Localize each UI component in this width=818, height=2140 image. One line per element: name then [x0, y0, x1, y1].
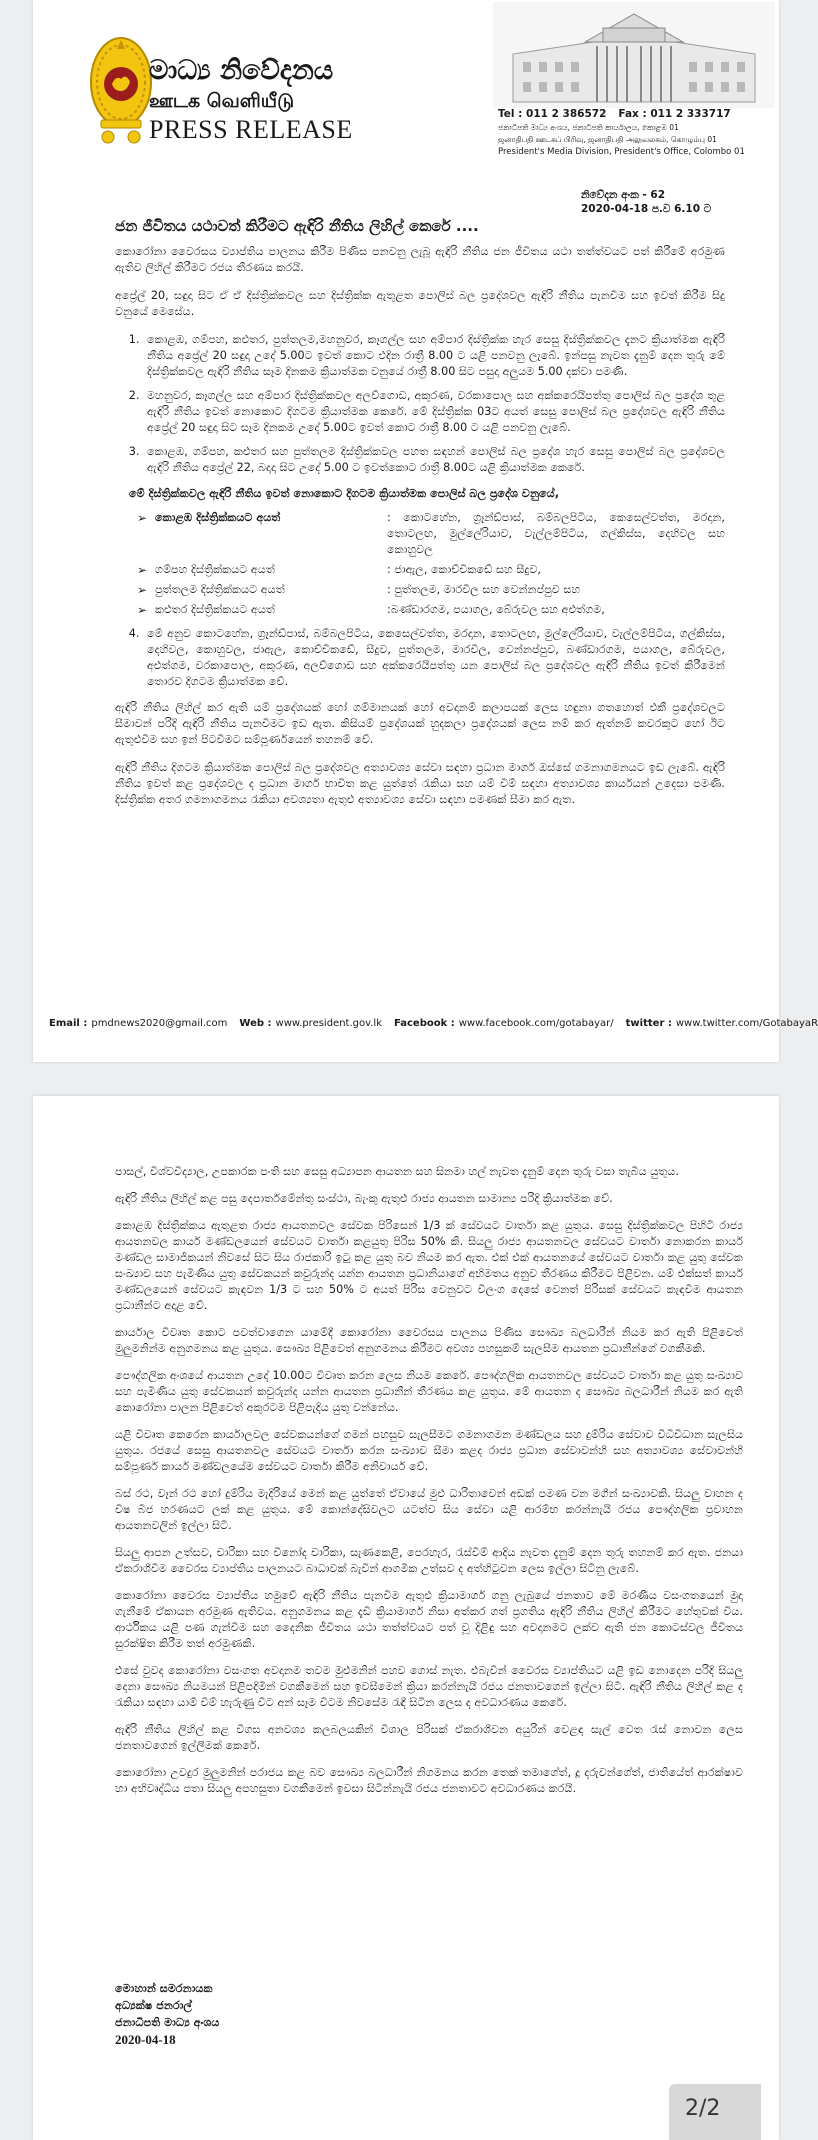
- signature-block: [115, 1980, 219, 2048]
- district-row-gampaha: [137, 562, 725, 578]
- release-reference: [581, 188, 711, 216]
- page2-paragraph: බස් රථ, වෑන් රථ හෝ දුම්රිය මැදිරියේ මෙන් කළ යුත්තේ ඒවායේ මුළු ධාරිතාවෙන් අඩක් පමණ වන මගීන් සංඛ්‍යාවකි. සියලු වාහන ද විෂ බීජ හරණයට ලක් කළ යුතුය. මේ කොන්දේසිවලට යටත්ව සිය සේවා යළි ආරම්භ කරන්නැයි රජය පෞද්ගලික ප්‍රවාහන ආයතනවලින් ඉල්ලා සිටී.: [115, 1487, 743, 1532]
- title-english: PRESS RELEASE: [149, 115, 353, 144]
- measure-item-2: 2. මහනුවර, කෑගල්ල සහ අම්පාර දිස්ත්‍රික්කවල අලව්ගොඩ, අකුරණ, වරකාපොල සහ අක්කරෙයිපත්තු පොලිස් බල ප්‍රදේශ තුළ ඇඳිරි නීතිය ඉවත් නොකොට දිගටම ක්‍රියාත්මක කෙරේ. මේ දිස්ත්‍රික්ක 03ට අයත් සෙසු පොලිස් බල ප්‍රදේශවල ඇඳිරි නීතිය අප්‍රේල් 20 සඳුදා සිට සෑම දිනකම උදේ 5.00ට ඉවත් කොට රාත්‍රී 8.00 ට යළි පනවනු ලැබේ.: [143, 388, 725, 436]
- district-name: කළුතර දිස්ත්‍රික්කයට අයත්: [155, 603, 275, 616]
- release-datetime: 2020-04-18 ප.ව 6.10 ට: [581, 203, 712, 215]
- district-areas: : ජාඇල, කොච්චිකඩේ සහ සීදුව,: [387, 563, 541, 576]
- district-areas: :බණ්ඩාරගම, පයාගල, බේරුවල සහ අළුත්ගම,: [387, 603, 605, 616]
- page2-paragraph: ඇඳිරි නීතිය ලිහිල් කළ විගස අනවශ්‍ය කලබලයකින් විශාල පිරිසක් ඒකරාශීවන අයුරින් වෙළඳ සැල් වෙත රැස් නොවන ලෙස ජනතාවගෙන් ඉල්ලීමක් කෙරේ.: [115, 1723, 743, 1752]
- district-row-colombo: [137, 510, 725, 558]
- address-english: President's Media Division, President's Office, Colombo 01: [498, 147, 745, 157]
- twitter-link[interactable]: www.twitter.com/GotabayaR: [675, 1018, 818, 1029]
- page-indicator-text: 2/2: [685, 2096, 721, 2121]
- signatory-name: මොහාන් සමරනායක: [115, 1982, 213, 1995]
- page2-body: [115, 1164, 743, 1808]
- twitter-label: twitter :: [625, 1018, 672, 1029]
- facebook-label: Facebook :: [394, 1018, 455, 1029]
- measure-item-4: 4. මේ අනුව කොටහේන, ග්‍රෑන්ඩ්පාස්, බම්බලපිටිය, කෙසෙල්වත්ත, මරදාන, තොටලඟ, මුල්ලේරියාව, වැල්ලම්පිටිය, ගල්කිස්ස, දෙහිවල, කොහුවල, ජාඇල, කොච්චිකඩේ, සීදුව, පුත්තලම, මාරවිල, වෙන්නප්පුව, බණ්ඩාරගම, පයාගල, බේරුවල, අළුත්ගම, වරකාපොල, අකුරණ, අලව්ගොඩ සහ අක්කරෙයිපත්තු යන පොලිස් බල ප්‍රදේශවල ඇඳිරි නීතිය ඉවත් කිරීමෙන් තොරව දිගටම ක්‍රියාත්මක වේ.: [143, 626, 725, 690]
- district-name: කොළඹ දිස්ත්‍රික්කයට අයත්: [155, 511, 281, 524]
- title-tamil: ஊடக வெளியீடு: [149, 90, 295, 112]
- page2-paragraph: කොරෝනා වෛරස ව්‍යාප්තිය හමුවේ ඇඳිරි නීතිය පැනවීම ඇතුළු ක්‍රියාමාර්ග ගනු ලැබුයේ ජනතාව මේ මරණීය වසංගතයෙන් මුදා ගැනීමේ ඒකායන අරමුණ ඇතිවය. අනුගමනය කළ දැඩි ක්‍රියාමාර්ග නිසා අත්කර ගත් ප්‍රගතිය ඇඳිරි නීතිය ලිහිල් කිරීමට හේතුවක් විය. ආර්ථිකය යළි පණ ගැන්වීම සහ දෛනික ජීවිතය යථා තත්ත්වයට පත් වූ දිළිඳු සහ අවදානමට ලක්ව ඇති ජන කොටස්වල ජීවිතය සුරක්ෂිත කිරීම තත් අරමුණකි.: [115, 1589, 743, 1650]
- document-page-1: [33, 0, 818, 1062]
- page2-paragraph: සියලු ආපන උත්සව, චාරිකා සහ විනෝද චාරිකා, සැණකෙළි, පෙරහැර, රැස්වීම් ආදිය නැවත දැනුම් දෙන තුරු තහනම් කර ඇත. ජනයා ඒකරාශීවීම වෛරස ව්‍යාප්තිය පාලනයට බාධාවක් බැවින් ආගමික උත්සව ද අත්හිටුවන ලෙස ඉල්ලා සිටිනු ලැබේ.: [115, 1546, 743, 1575]
- title-sinhala: මාධ්‍ය නිවේදනය: [149, 55, 334, 86]
- measure-item-3: 3. කොළඹ, ගම්පහ, කළුතර සහ පුත්තලම දිස්ත්‍රික්කවල පහත සඳහන් පොලිස් බල ප්‍රදේශ හැර සෙසු පොලිස් බල ප්‍රදේශවල ඇඳිරි නීතිය අප්‍රේල් 22, බදාදා සිට උදේ 5.00 ට ඉවත්කොට රාත්‍රී 8.00ට යළි ක්‍රියාත්මක කෙරේ.: [143, 444, 725, 476]
- phone-fax-row: [498, 108, 774, 121]
- signature-date: 2020-04-18: [115, 2032, 176, 2047]
- district-name: පුත්තලම දිස්ත්‍රික්කයට අයත්: [155, 583, 285, 596]
- web-label: Web :: [239, 1018, 272, 1029]
- intro-paragraph-1: කොරෝනා වෛරසය ව්‍යාප්තිය පාලනය කිරීම පිණිස පනවනු ලැබූ ඇඳිරි නීතිය ජන ජීවිතය යථා තත්ත්වයට පත් කිරීමේ අරමුණ ඇතිව ලිහිල් කිරීමට රජය තීරණය කරයි.: [115, 245, 725, 274]
- district-list: [137, 510, 725, 618]
- page1-body: [115, 244, 725, 820]
- document-page-2: [33, 1096, 779, 2140]
- fax-value: : 011 2 333717: [642, 108, 731, 120]
- page2-paragraph: පාසල්, විශ්වවිද්‍යාල, උපකාරක පංති සහ සෙසු අධ්‍යාපන ආයතන සහ සිනමා හල් නැවත දැනුම් දෙන තුරු වසා තැබිය යුතුය.: [115, 1165, 679, 1178]
- page2-paragraph: ඇඳිරි නීතිය ලිහිල් කළ පසු දෙපාර්තමේන්තු සංස්ථා, බැංකු ඇතුළු රාජ්‍ය ආයතන සාමාන්‍ය පරිදි ක්‍රියාත්මක වේ.: [115, 1192, 613, 1205]
- page2-paragraph: පෞද්ගලික අංශයේ ආයතන උදේ 10.00ට විවෘත කරන ලෙස නියම කෙරේ. පෞද්ගලික ආයතනවල සේවයට වාර්තා කළ යුතු සංඛ්‍යාව සහ පැමිණිය යුතු සේවකයන් කවුරුන්ද යන්න ආයතන ප්‍රධානීන් තීරණය කළ යුතුය. මේ ආයතන ද සෞඛ්‍ය බලධාරීන් නියම කර ඇති කොරෝනා පාලන පිළිවෙත් අකුරටම පිළිපැදිය යුතු වන්නේය.: [115, 1369, 743, 1414]
- page-indicator: [669, 2084, 761, 2140]
- arrow-bullet-icon: ➢: [137, 511, 148, 525]
- facebook-link[interactable]: www.facebook.com/gotabayar/: [458, 1018, 614, 1029]
- fax-label: Fax: [618, 108, 639, 120]
- paragraph-isolation: ඇඳිරි නීතිය ලිහිල් කර ඇති යම් ප්‍රදේශයක් හෝ ගම්මානයක් හෝ අවදානම් කලාපයක් ලෙස හඳුනා ගතහොත් එකී ප්‍රදේශවලට සීමාවන් පරිදි ඇඳිරි නීතිය පැනවීමට ඉඩ ඇත. කිසියම් ප්‍රදේශයක් හුදකලා ප්‍රදේශයක් ලෙස නම් කර ඇත්නම් කවරකුට හෝ ඊට ඇතුළුවීම සහ ඉන් පිටවීමට සම්පූර්ණයෙන් තහනම් වේ.: [115, 701, 725, 746]
- contact-block: [498, 108, 774, 159]
- arrow-bullet-icon: ➢: [137, 583, 148, 597]
- presidential-secretariat-building-image: [493, 2, 775, 108]
- address-tamil: ஜனாதிபதி ஊடகப் பிரிவு, ஜனாதிபதி அலுவலகம், கொழும்பு 01: [498, 135, 717, 144]
- arrow-bullet-icon: ➢: [137, 563, 148, 577]
- address-sinhala: ජනාධිපති මාධ්‍ය අංශය, ජනාධිපති කාර්යාලය, කොළඹ 01: [498, 123, 679, 132]
- measures-list: [115, 332, 725, 476]
- page2-paragraph: එසේ වුවද කොරෝනා වසංගත අවදානම තවම මුළුමනින් පහව ගොස් නැත. එබැවින් වෛරස ව්‍යාප්තියට යළි ඉඩ නොදෙන පරිදි සියලු දෙනා සෞඛ්‍ය නියමයන් පිළිපදිමින් වගකීමෙන් සහ ඉවසීමෙන් ක්‍රියා කරන්නැයි රජය ජනතාවගෙන් ඉල්ලා සිටී. ඇඳිරි නීතිය ලිහිල් කළ ද රැකියා සඳහා යාම් වීම් හැරුණු විට අන් සෑම විටම නිවසේම රැඳී සිටින ලෙස ද අවධාරණය කෙරේ.: [115, 1664, 743, 1709]
- district-areas: : පුත්තලම, මාරවිල සහ වෙන්නප්පුව සහ: [387, 583, 581, 596]
- masthead-titles: [149, 54, 419, 146]
- arrow-bullet-icon: ➢: [137, 603, 148, 617]
- web-link[interactable]: www.president.gov.lk: [275, 1018, 383, 1029]
- email-link[interactable]: pmdnews2020@gmail.com: [91, 1018, 228, 1029]
- release-number: නිවේදන අංක - 62: [581, 189, 666, 201]
- measures-list-continued: [115, 626, 725, 690]
- measure-item-1: 1. කොළඹ, ගම්පහ, කළුතර, පුත්තලම,මහනුවර, කෑගල්ල සහ අම්පාර දිස්ත්‍රික්ක හැර සෙසු දිස්ත්‍රික්කවල දැනට ක්‍රියාත්මක ඇඳිරි නීතිය අප්‍රේල් 20 සඳුදා උදේ 5.00ට ඉවත් කොට එදින රාත්‍රී 8.00 ට යළි පනවනු ලැබේ. ඉන්පසු නැවත දැනුම් දෙන තුරු මේ දිස්ත්‍රික්කවල ඇඳිරි නීතිය සෑම දිනකම ක්‍රියාත්මක වනුයේ රාත්‍රී 8.00 සිට පසුදා අලුයම 5.00 දක්වා පමණි.: [143, 332, 725, 380]
- release-headline: ජන ජීවිතය යථාවත් කිරීමට ඇඳිරි නීතිය ලිහිල් කෙරේ ....: [115, 217, 479, 235]
- email-label: Email :: [49, 1018, 88, 1029]
- district-areas: : කොටහේන, ග්‍රෑන්ඩ්පාස්, බම්බලපිටිය, කෙසෙල්වත්ත, මරදාන, තොටලඟ, මුල්ලේරියාව, වැල්ලම්පිටිය, ගල්කිස්ස, දෙහිවල සහ කොහුවල: [387, 511, 725, 556]
- footer-contacts: [49, 1018, 818, 1029]
- signatory-title: අධ්‍යක්ෂ ජනරාල්: [115, 1999, 192, 2012]
- signatory-office: ජනාධිපති මාධ්‍ය අංශය: [115, 2016, 220, 2029]
- sri-lanka-emblem-icon: [86, 34, 156, 152]
- tel-label: Tel: [498, 108, 515, 120]
- district-row-kalutara: [137, 602, 725, 618]
- districts-intro: මේ දිස්ත්‍රික්කවල ඇඳිරි නීතිය ඉවත් නොකොට දිගටම ක්‍රියාත්මක පොලිස් බල ප්‍රදේශ වනුයේ,: [129, 487, 559, 500]
- page2-paragraph: කාර්යාල විවෘත කොට පවත්වාගෙන යාමේදී කොරෝනා වෛරසය පාලනය පිණිස සෞඛ්‍ය බලධාරීන් නියම කර ඇති පිළිවෙත් මුලුමනින්ම අනුගමනය කළ යුතුය. සෞඛ්‍ය පිළිවෙත් අනුගමනය කිරීමට අවශ්‍ය පහසුකම් සැලසීම ආයතන ප්‍රධානීන්ගේ වගකීමකි.: [115, 1326, 743, 1355]
- intro-paragraph-2: අප්‍රේල් 20, සඳුදා සිට ඒ ඒ දිස්ත්‍රික්කවල සහ දිස්ත්‍රික්ක ඇතුළත පොලිස් බල ප්‍රදේශවල ඇඳිරි නීතිය පැනවීම සහ ඉවත් කිරීම සිදු වනුයේ මෙසේය.: [115, 289, 725, 318]
- page2-paragraph: කොරෝනා උවදුර මුලුමනින් පරාජය කළ බව සෞඛ්‍ය බලධාරීන් නිගමනය කරන තෙක් තමාගේත්, දූ දරුවන්ගේත්, ජාතියේත් ආරක්ෂාව හා අභිවෘද්ධිය පතා සියලු අපහසුතා වගකීමෙන් ඉවසා සිටින්නැයි රජය ජනතාවට අවධාරණය කරයි.: [115, 1766, 743, 1795]
- tel-value: : 011 2 386572: [518, 108, 607, 120]
- district-row-puttalam: [137, 582, 725, 598]
- page2-paragraph: කොළඹ දිස්ත්‍රික්කය ඇතුළත රාජ්‍ය ආයතනවල සේවක පිරිසෙන් 1/3 ක් සේවයට වාර්තා කළ යුතුය. සෙසු දිස්ත්‍රික්කවල පිහිටි රාජ්‍ය ආයතනවල කාර්ය මණ්ඩලයෙන් සේවයට වාර්තා කළයුතු පිරිස 50% කි. සියලු රාජ්‍ය ආයතනවල සේවයට වාර්තා නොකරන කාර්ය මණ්ඩල සාමාජිකයන් නිවසේ සිට සිය රාජකාරි ඉටු කළ යුතු බව නියම කර ඇත. එක් එක් ආයතනයේ සේවයට වාර්තා කළ යුතු සේවක සංඛ්‍යාව සහ පැමිණිය යුතු සේවකයන් කවුරුන්ද යන්න ආයතන ප්‍රධානියාගේ අභිමතය අනුව තීරණය කිරීමට පිළිවන. යම් එක්සත් කාර්ය මණ්ඩලයෙන් සේවයට කැඳවන 1/3 ට සහ 50% ට අයත් පිරිස වෙනුවට විලංග දෙසේ වෙනත් පිරිසක් සේවයට කැඳවීම ආයතන ප්‍රධානීන්ට අදාළ වේ.: [115, 1219, 743, 1312]
- paragraph-essential-services: ඇඳිරි නීතිය දිගටම ක්‍රියාත්මක පොලිස් බල ප්‍රදේශවල අත්‍යාවශ්‍ය සේවා සඳහා ප්‍රධාන මාර්ග ඔස්සේ ගමනාගමනයට ඉඩ ලැබේ. ඇඳිරි නීතිය ඉවත් කළ ප්‍රදේශවල ද ප්‍රධාන මාර්ග භාවිත කළ යුත්තේ රැකියා සහ යම් වීම් සඳහා අත්‍යාවශ්‍ය කාර්යයන් උදෙසා පමණි. දිස්ත්‍රික්ක අතර ගමනාගමනය රැකියා අවශ්‍යතා ඇතුළු අත්‍යාවශ්‍ය සේවා සඳහා පමණක් සීමා කර ඇත.: [115, 761, 725, 806]
- district-name: ගම්පහ දිස්ත්‍රික්කයට අයත්: [155, 563, 275, 576]
- page2-paragraph: යළි විවෘත කෙරෙන කාර්යාලවල සේවකයන්ගේ ගමන් පහසුව සැලසීමට ගමනාගමන මණ්ඩලය සහ දුම්රිය සේවාව විධිවිධාන සැලසිය යුතුය. රජයේ සෙසු ආයතනවල සේවයට වාර්තා කරන සංඛ්‍යාව සීමා කළද රාජ්‍ය ප්‍රධාන සේවාවන්හි සහ අත්‍යාවශ්‍ය සේවාවන්හි සම්පූර්ණ කාර්ය මණ්ඩලයේම සේවයට වාර්තා කිරීම අනිවාර්ය වේ.: [115, 1428, 743, 1473]
